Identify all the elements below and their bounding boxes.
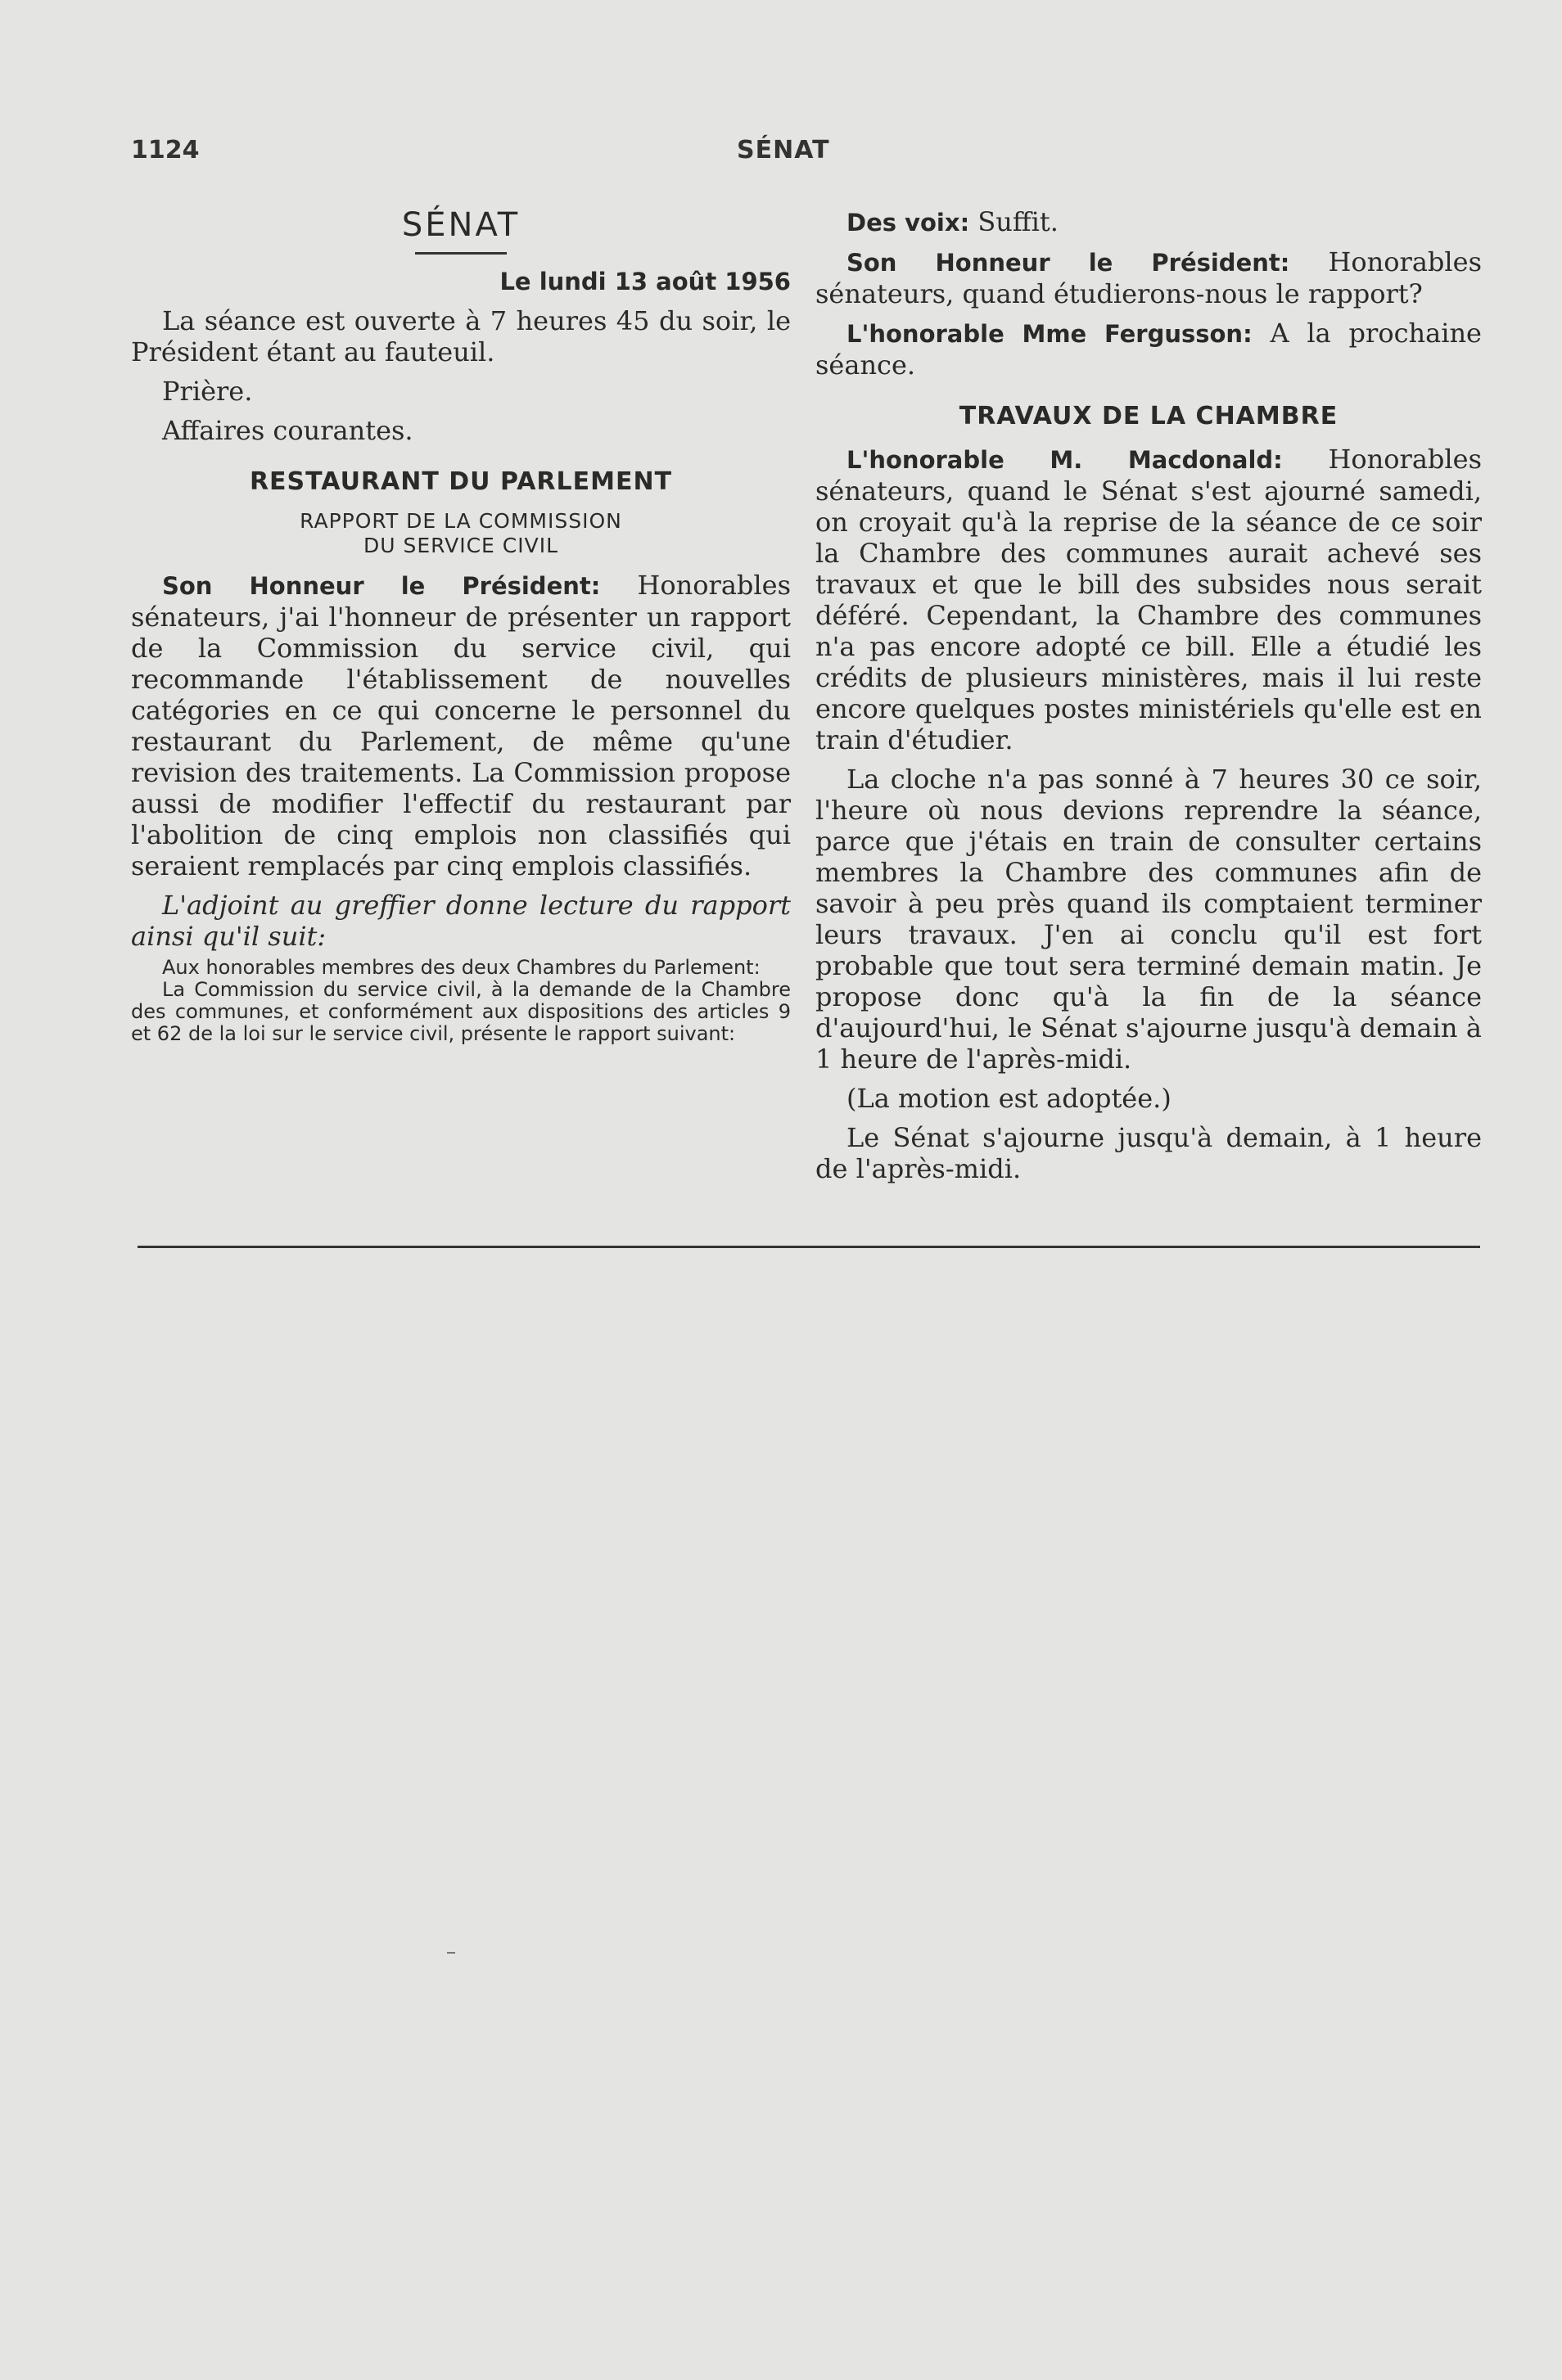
adjournment-paragraph: Le Sénat s'ajourne jusqu'à demain, à 1 heure de l'après-midi. — [815, 1122, 1482, 1184]
senat-heading: SÉNAT — [401, 206, 521, 244]
section-title-restaurant: RESTAURANT DU PARLEMENT — [249, 467, 673, 496]
speaker-label: L'honorable M. Macdonald: — [846, 446, 1283, 474]
speech-text: Honorables sénateurs, quand étudierons-nous le rapport? — [815, 246, 1482, 309]
sitting-date: Le lundi 13 août 1956 — [499, 268, 791, 295]
speaker-label: Son Honneur le Président: — [846, 249, 1290, 277]
speaker-label: Des voix: — [846, 209, 970, 237]
president-speech-paragraph — [131, 570, 791, 881]
macdonald-paragraph — [815, 444, 1482, 755]
report-subtitle-line-1: RAPPORT DE LA COMMISSION — [300, 509, 622, 533]
speaker-label: Son Honneur le Président: — [162, 572, 601, 600]
page-number: 1124 — [131, 136, 200, 165]
speech-text: A la prochaine séance. — [815, 318, 1482, 381]
speech-text: Honorables sénateurs, j'ai l'honneur de présenter un rapport de la Commission du service civil, qui recommande l'établissement de nouvelles catégories en ce qui concerne le personnel du restaurant du Parlement, de même qu'une revision des traitements. La Commission propose aussi de modifier l'effectif du restaurant par l'abolition de cinq emplois non classifiés qui seraient remplacés par cinq emplois classifiés. — [131, 570, 791, 881]
speaker-label: L'honorable Mme Fergusson: — [846, 320, 1253, 348]
report-subtitle — [131, 509, 791, 558]
macdonald-paragraph-2: La cloche n'a pas sonné à 7 heures 30 ce soir, l'heure où nous devions reprendre la séance, parce que j'étais en train de consulter certains membres la Chambre des communes afin de savoir à peu près quand ils comptaient terminer leurs travaux. J'en ai conclu qu'il est fort probable que tout sera terminé demain matin. Je propose donc qu'à la fin de la séance d'aujourd'hui, le Sénat s'ajourne jusqu'à demain à 1 heure de l'après-midi. — [815, 764, 1482, 1075]
speech-text: Suffit. — [969, 206, 1059, 237]
stray-mark — [447, 1952, 455, 1954]
running-header — [0, 136, 1562, 177]
bottom-rule — [138, 1246, 1480, 1248]
voices-paragraph — [815, 206, 1482, 238]
report-body: La Commission du service civil, à la demande de la Chambre des communes, et conformément aux dispositions des articles 9 et 62 de la loi sur le service civil, présente le rapport suivant: — [131, 978, 791, 1045]
motion-paragraph: (La motion est adoptée.) — [846, 1083, 1172, 1114]
right-column — [815, 196, 1482, 1184]
report-address: Aux honorables membres des deux Chambres du Parlement: — [162, 956, 761, 979]
running-title: SÉNAT — [737, 136, 830, 165]
fergusson-paragraph — [815, 318, 1482, 381]
opening-paragraph: La séance est ouverte à 7 heures 45 du soir, le Président étant au fauteuil. — [131, 305, 791, 367]
president-question-paragraph — [815, 246, 1482, 309]
priere-paragraph: Prière. — [162, 376, 253, 407]
report-subtitle-line-2: DU SERVICE CIVIL — [363, 534, 559, 557]
speech-text: Honorables sénateurs, quand le Sénat s'est ajourné samedi, on croyait qu'à la reprise de la séance de ce soir la Chambre des communes aurait achevé ses travaux et que le bill des subsides nous serait déféré. Cependant, la Chambre des communes n'a pas encore adopté ce bill. Elle a étudié les crédits de plusieurs ministères, mais il lui reste encore quelques postes ministériels qu'elle est en train d'étudier. — [815, 444, 1482, 755]
affaires-paragraph: Affaires courantes. — [162, 415, 413, 446]
section-title-travaux: TRAVAUX DE LA CHAMBRE — [959, 402, 1339, 430]
left-column — [131, 196, 791, 1045]
clerk-note: L'adjoint au greffier donne lecture du rapport ainsi qu'il suit: — [131, 890, 791, 952]
heading-rule — [415, 252, 507, 255]
